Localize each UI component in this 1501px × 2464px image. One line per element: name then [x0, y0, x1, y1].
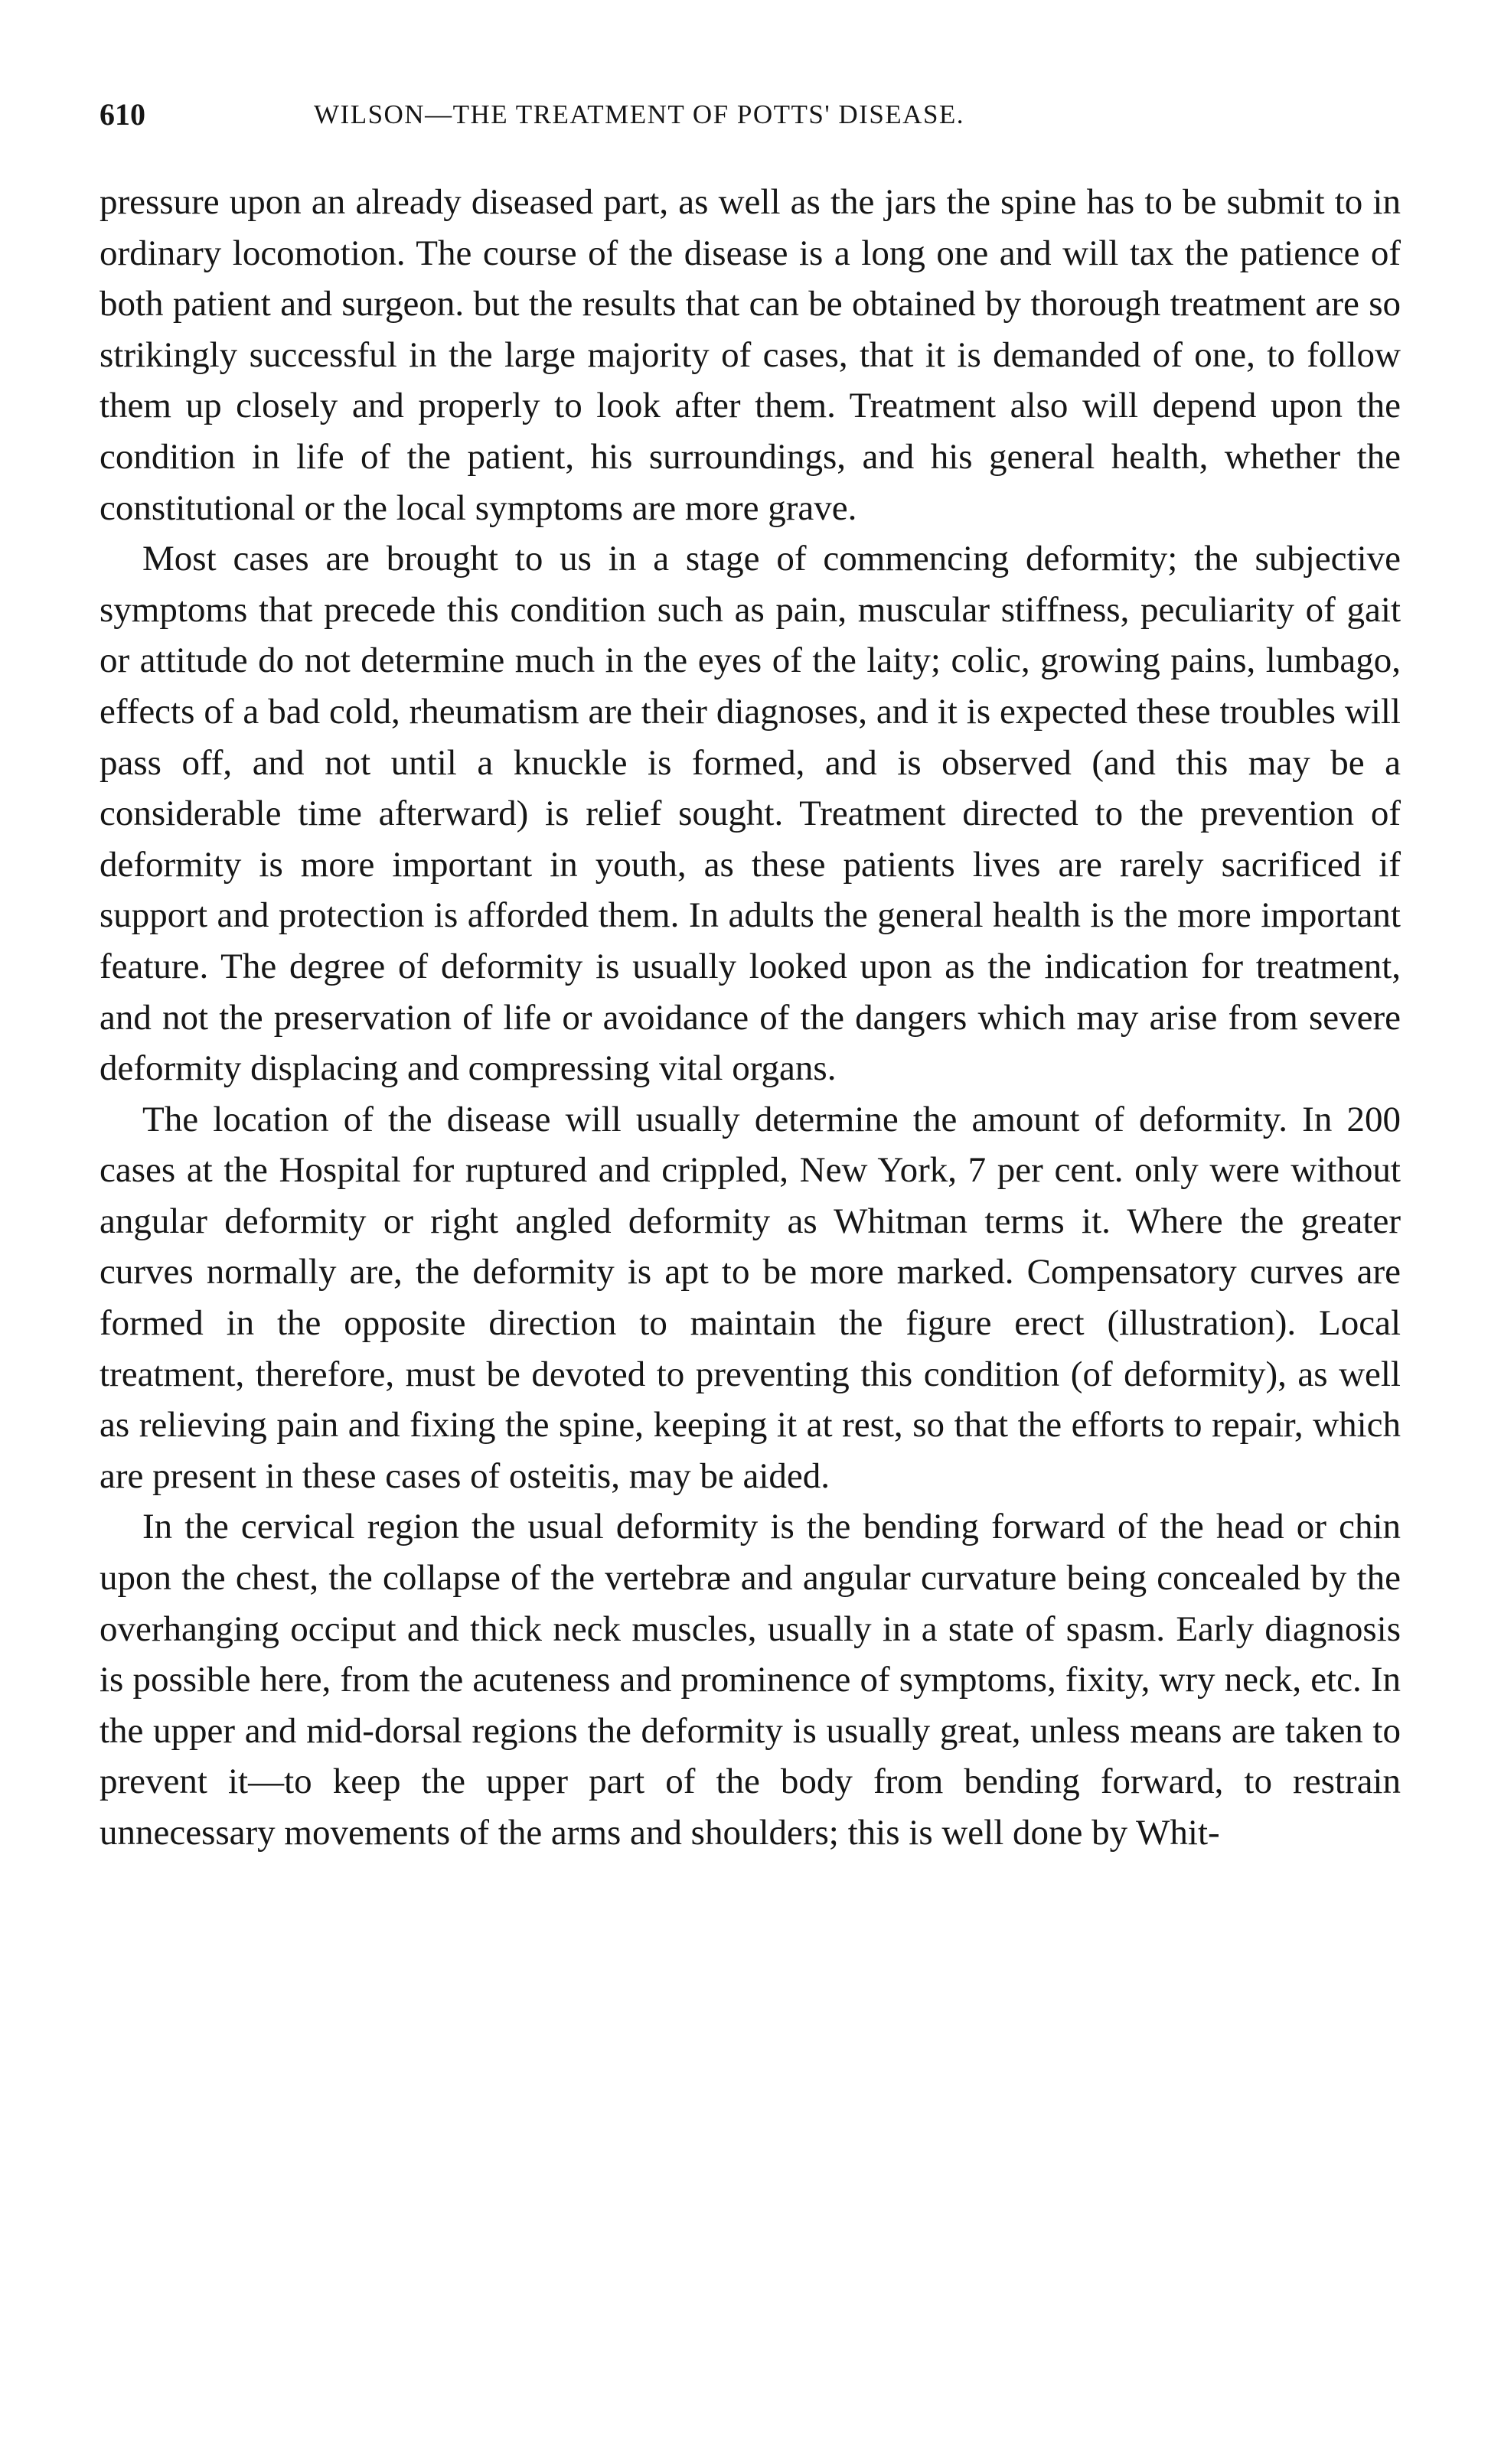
body-text	[100, 177, 1401, 1859]
paragraph-continuation: pressure upon an already diseased part, as well as the jars the spine has to be submit to in ordinary locomotion. The course of the disease is a long one and will tax the patience of both patient and surgeon. but the results that can be obtained by thorough treatment are so strikingly successful in the large majority of cases, that it is demanded of one, to follow them up closely and properly to look after them. Treatment also will depend upon the condition in life of the patient, his surroundings, and his general health, whether the constitutional or the local symptoms are more grave.	[100, 182, 1401, 528]
paragraph-cervical-region: In the cervical region the usual deformity is the bending forward of the head or chin upon the chest, the collapse of the vertebræ and angular curvature being concealed by the overhanging occiput and thick neck muscles, usually in a state of spasm. Early diagnosis is possible here, from the acuteness and prominence of symptoms, fixity, wry neck, etc. In the upper and mid-dorsal regions the deformity is usually great, unless means are taken to prevent it—to keep the upper part of the body from bending forward, to restrain unnecessary movements of the arms and shoulders; this is well done by Whit-	[100, 1507, 1401, 1853]
running-head	[100, 88, 1401, 142]
book-page	[100, 88, 1401, 1859]
paragraph-location-deformity: The location of the disease will usually determine the amount of deformity. In 200 cases at the Hospital for ruptured and crippled, New York, 7 per cent. only were without angular deformity or right angled deformity as Whitman terms it. Where the greater curves normally are, the deformity is apt to be more marked. Compensatory curves are formed in the opposite direction to maintain the figure erect (illustration). Local treatment, therefore, must be devoted to preventing this condition (of deformity), as well as relieving pain and fixing the spine, keeping it at rest, so that the efforts to repair, which are present in these cases of osteitis, may be aided.	[100, 1099, 1401, 1496]
page-number: 610	[100, 97, 145, 132]
paragraph-subjective-symptoms: Most cases are brought to us in a stage of commencing deformity; the subjective symptoms that precede this condition such as pain, muscular stiffness, peculiarity of gait or attitude do not determine much in the eyes of the laity; colic, growing pains, lumbago, effects of a bad cold, rheumatism are their diagnoses, and it is expected these troubles will pass off, and not until a knuckle is formed, and is observed (and this may be a considerable time afterward) is relief sought. Treatment directed to the prevention of deformity is more important in youth, as these patients lives are rarely sacrificed if support and protection is afforded them. In adults the general health is the more important feature. The degree of deformity is usually looked upon as the indication for treatment, and not the preservation of life or avoidance of the dangers which may arise from severe deformity displacing and compressing vital organs.	[100, 539, 1401, 1089]
running-title: WILSON—THE TREATMENT OF POTTS' DISEASE.	[314, 99, 965, 129]
